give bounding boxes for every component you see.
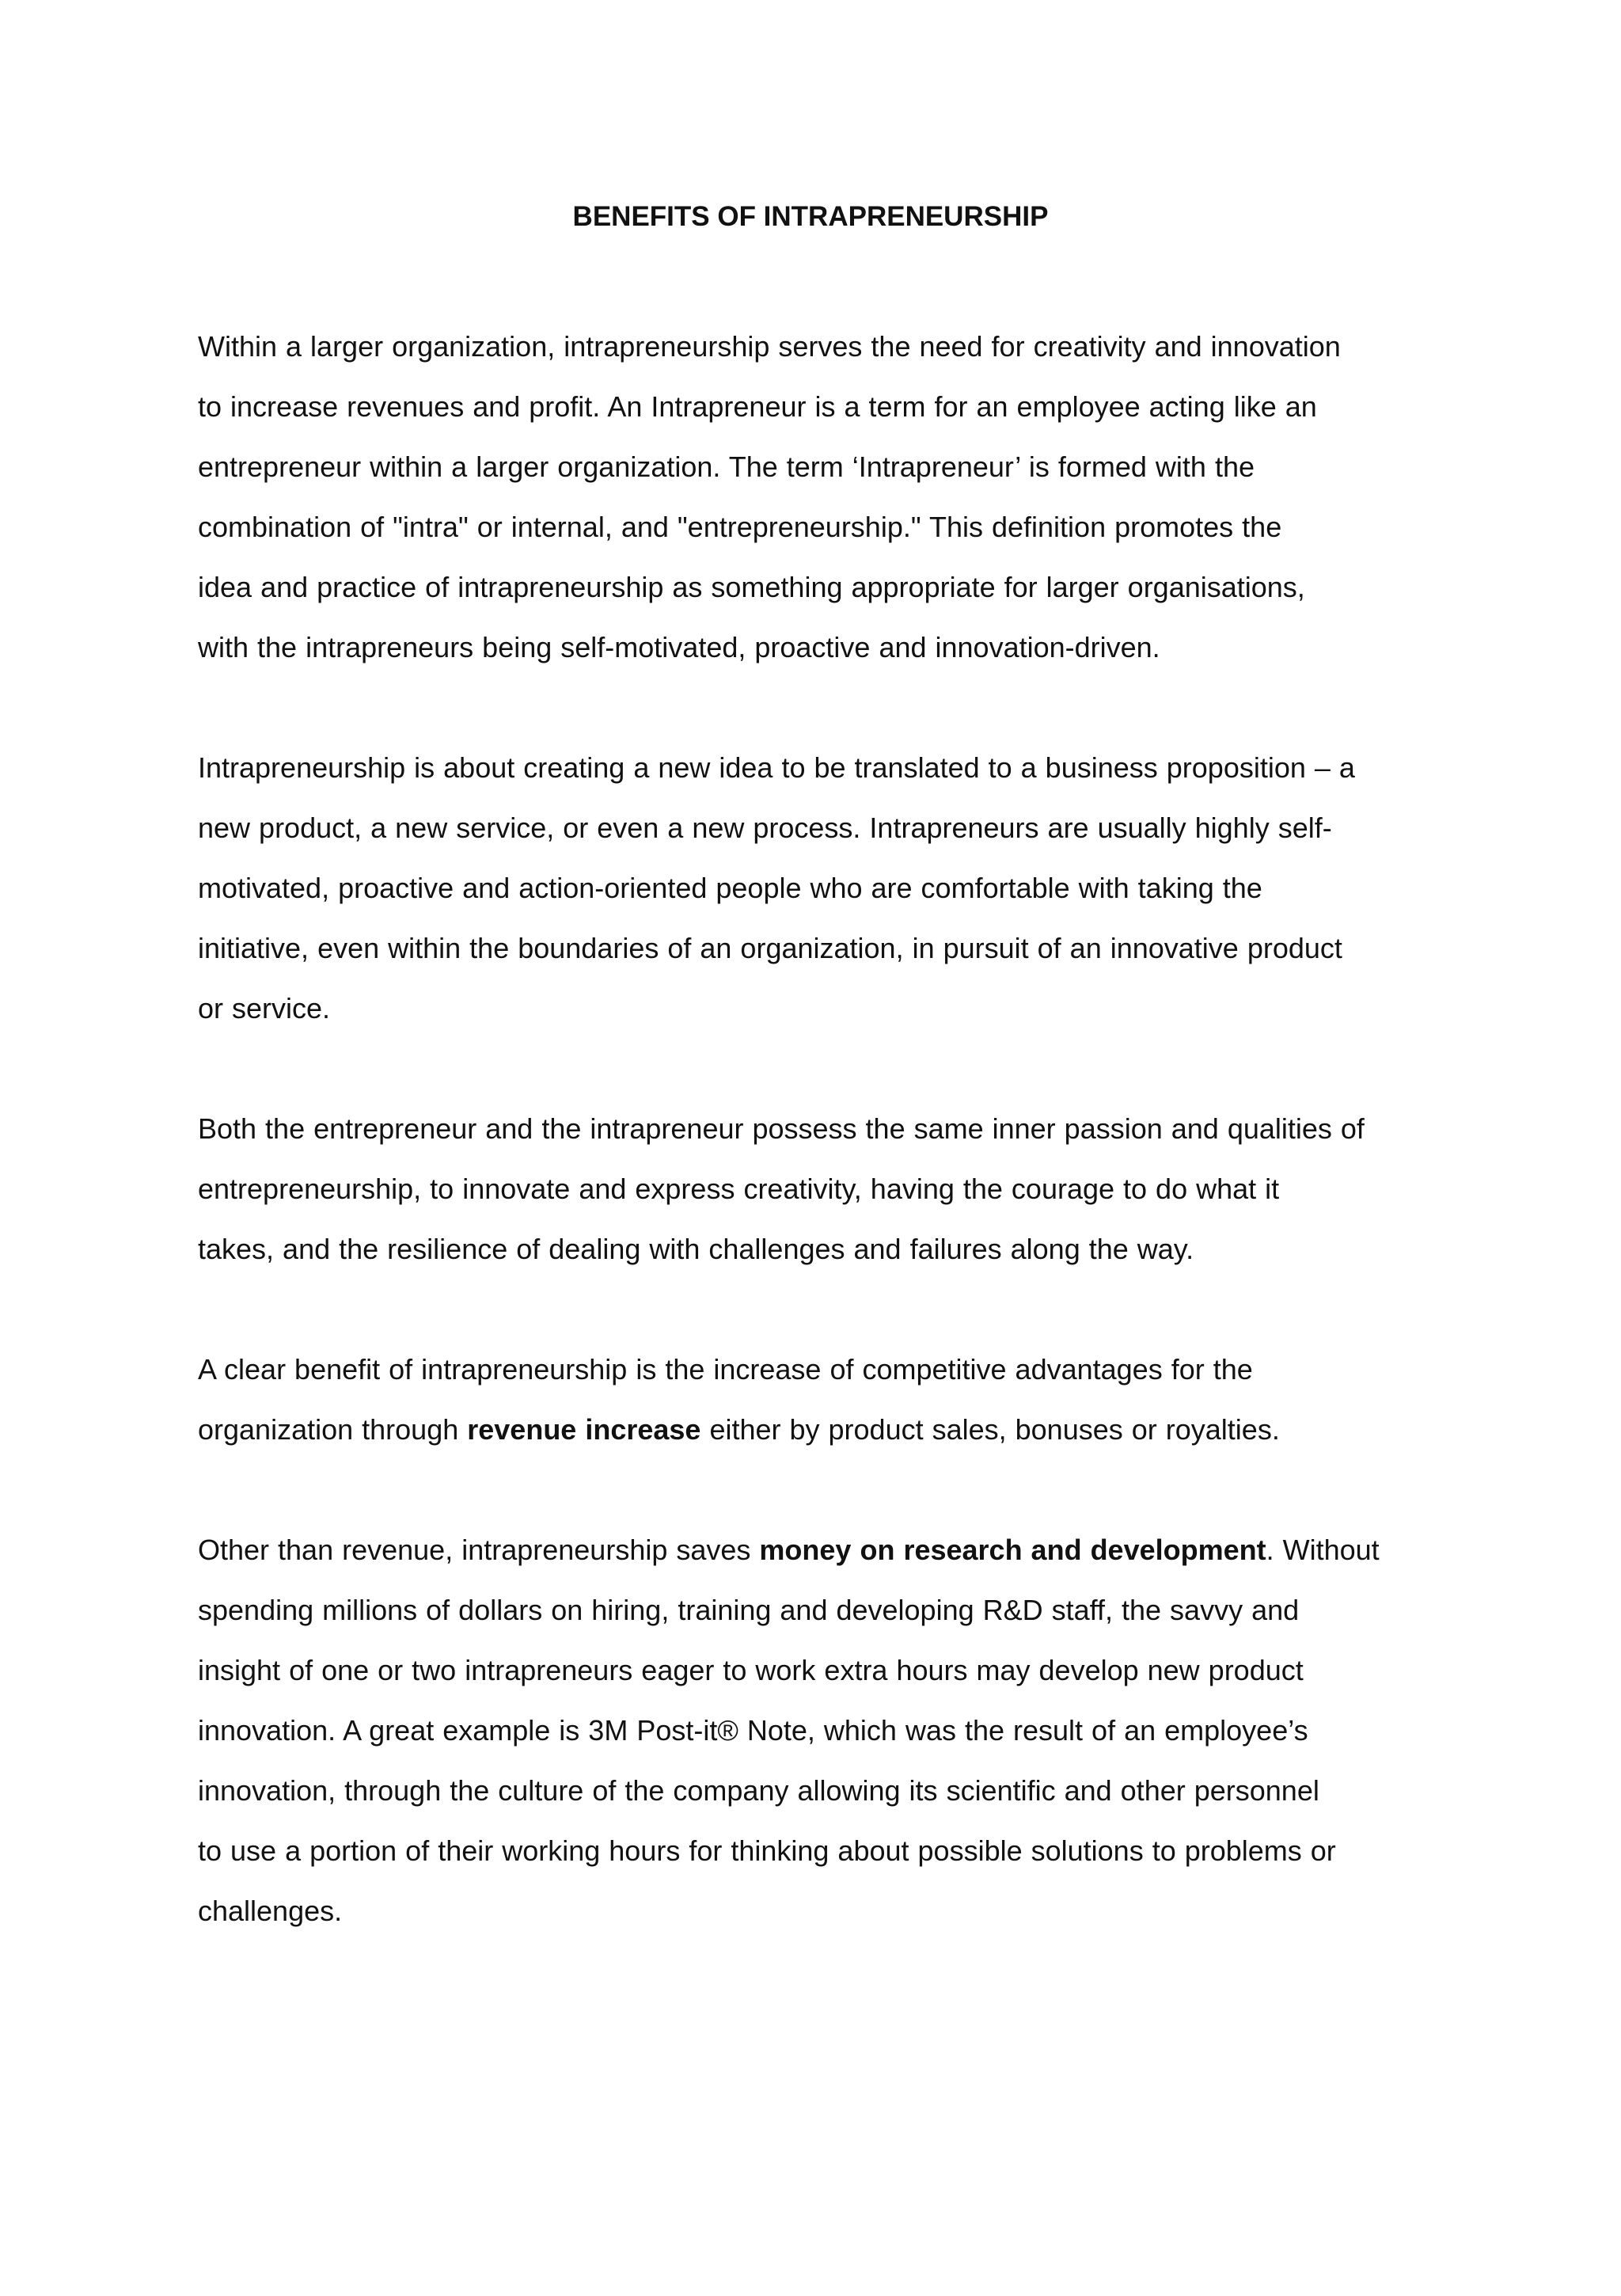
paragraph-line: or service. [198, 992, 331, 1024]
paragraph-line: innovation, through the culture of the company allowing its scientific and other personnel [198, 1774, 1319, 1807]
paragraph-line: with the intrapreneurs being self-motivated, proactive and innovation-driven. [198, 631, 1160, 663]
paragraph-line: Both the entrepreneur and the intrapreneur possess the same inner passion and qualities of [198, 1112, 1365, 1145]
paragraph-line: new product, a new service, or even a new process. Intrapreneurs are usually highly self- [198, 812, 1332, 844]
document-title: BENEFITS OF INTRAPRENEURSHIP [572, 201, 1049, 232]
bold-emphasis: revenue increase [467, 1413, 701, 1446]
text-run: Other than revenue, intrapreneurship saves [198, 1534, 760, 1566]
paragraph-5 [198, 1520, 1444, 1941]
paragraph-line: Intrapreneurship is about creating a new idea to be translated to a business proposition – a [198, 751, 1355, 784]
paragraph-line: entrepreneur within a larger organization. The term ‘Intrapreneur’ is formed with the [198, 450, 1255, 483]
paragraph-line: to increase revenues and profit. An Intrapreneur is a term for an employee acting like an [198, 390, 1317, 423]
paragraph-line: initiative, even within the boundaries of an organization, in pursuit of an innovative product [198, 932, 1342, 964]
text-run: organization through [198, 1413, 468, 1446]
paragraph-line [198, 1520, 1444, 1580]
text-run: . Without [1266, 1534, 1380, 1566]
paragraph-line: entrepreneurship, to innovate and express creativity, having the courage to do what it [198, 1173, 1280, 1205]
paragraph-line: A clear benefit of intrapreneurship is the increase of competitive advantages for the [198, 1353, 1253, 1386]
paragraph-line: to use a portion of their working hours for thinking about possible solutions to problems or [198, 1834, 1336, 1867]
paragraph-line [198, 1400, 1444, 1460]
paragraph-line: takes, and the resilience of dealing with challenges and failures along the way. [198, 1233, 1194, 1265]
paragraph-1 [198, 317, 1444, 678]
paragraph-line: spending millions of dollars on hiring, training and developing R&D staff, the savvy and [198, 1594, 1300, 1626]
paragraph-2 [198, 738, 1444, 1039]
paragraph-line: challenges. [198, 1895, 343, 1927]
paragraph-line: Within a larger organization, intrapreneurship serves the need for creativity and innovation [198, 330, 1341, 363]
document-body [198, 317, 1444, 2001]
paragraph-4 [198, 1340, 1444, 1460]
text-run: either by product sales, bonuses or royalties. [700, 1413, 1280, 1446]
paragraph-line: combination of "intra" or internal, and "entrepreneurship." This definition promotes the [198, 511, 1282, 543]
paragraph-line: innovation. A great example is 3M Post-it® Note, which was the result of an employee’s [198, 1714, 1308, 1747]
paragraph-line: idea and practice of intrapreneurship as something appropriate for larger organisations, [198, 571, 1305, 603]
paragraph-3 [198, 1099, 1444, 1279]
bold-emphasis: money on research and development [759, 1534, 1266, 1566]
paragraph-line: motivated, proactive and action-oriented people who are comfortable with taking the [198, 872, 1262, 904]
paragraph-line: insight of one or two intrapreneurs eager to work extra hours may develop new product [198, 1654, 1304, 1686]
